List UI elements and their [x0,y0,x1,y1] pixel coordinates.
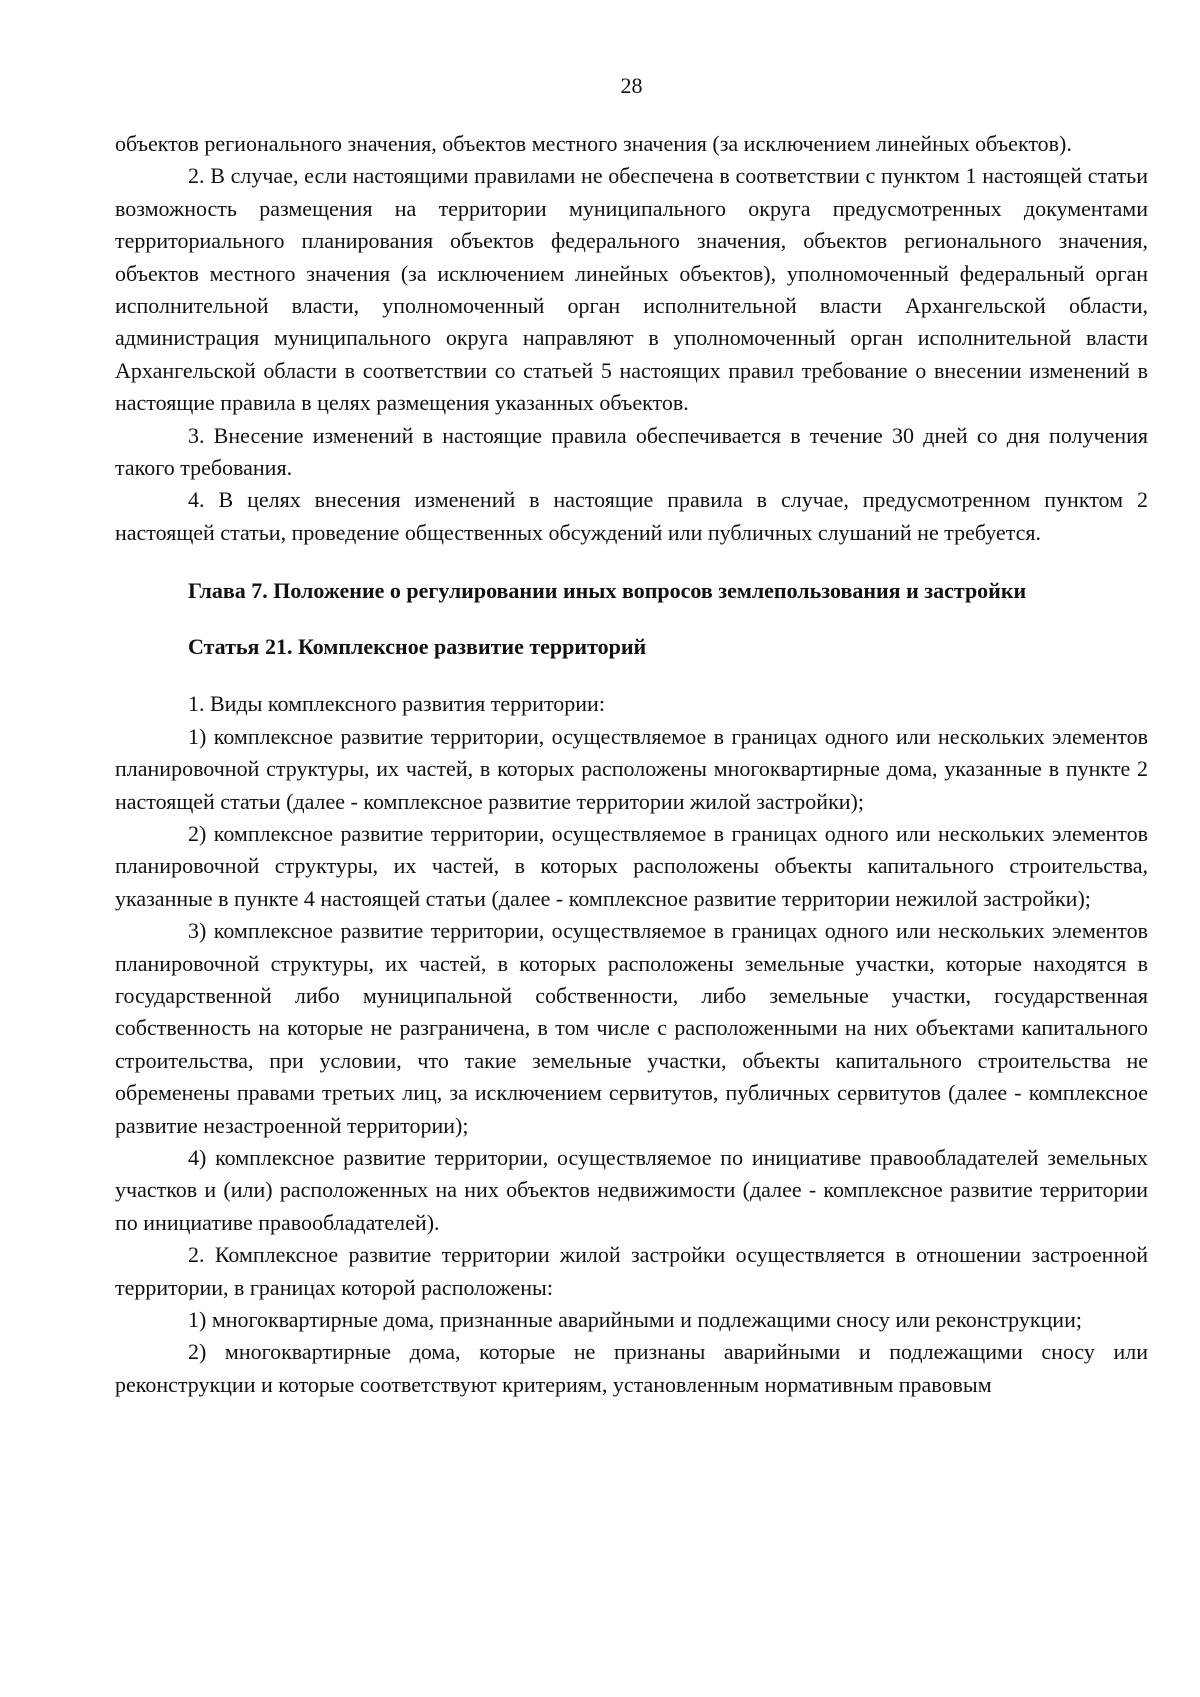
page-number: 28 [620,73,643,98]
chapter-heading: Глава 7. Положение о регулировании иных вопросов землепользования и застройки [188,578,1027,604]
sublist-item-2: 2) многоквартирные дома, которые не признаны аварийными и подлежащими сносу или реконструкции и которые соответствуют критериям, установленным нормативным правовым [115,1339,1148,1397]
document-body [115,128,1148,1401]
list-item-1: 1) комплексное развитие территории, осуществляемое в границах одного или нескольких элементов планировочной структуры, их частей, в которых расположены многоквартирные дома, указанные в пункте 2 настоящей статьи (далее - комплексное развитие территории жилой застройки); [115,723,1148,814]
paragraph-item-3: 3. Внесение изменений в настоящие правила обеспечивается в течение 30 дней со дня получения такого требования. [115,422,1148,481]
paragraph-continuation: объектов регионального значения, объектов местного значения (за исключением линейных объектов). [115,131,1072,156]
article-heading: Статья 21. Комплексное развитие территорий [188,634,647,660]
paragraph-item-2: 2. В случае, если настоящими правилами не обеспечена в соответствии с пунктом 1 настоящей статьи возможность размещения на территории муниципального округа предусмотренных документами территориального планирования объектов федерального значения, объектов регионального значения, объектов местного значения (за исключением линейных объектов), уполномоченный федеральный орган исполнительной власти, уполномоченный орган исполнительной власти Архангельской области, администрация муниципального округа направляют в уполномоченный орган исполнительной власти Архангельской области в соответствии со статьей 5 настоящих правил требование о внесении изменений в настоящие правила в целях размещения указанных объектов. [115,163,1148,416]
paragraph-item-4: 4. В целях внесения изменений в настоящие правила в случае, предусмотренном пунктом 2 настоящей статьи, проведение общественных обсуждений или публичных слушаний не требуется. [115,487,1148,545]
list-item-4: 4) комплексное развитие территории, осуществляемое по инициативе правообладателей земельных участков и (или) расположенных на них объектов недвижимости (далее - комплексное развитие территории по инициативе правообладателей). [115,1144,1148,1235]
paragraph-residential-development: 2. Комплексное развитие территории жилой застройки осуществляется в отношении застроенной территории, в границах которой расположены: [115,1242,1148,1300]
list-item-2: 2) комплексное развитие территории, осуществляемое в границах одного или нескольких элементов планировочной структуры, их частей, в которых расположены объекты капитального строительства, указанные в пункте 4 настоящей статьи (далее - комплексное развитие территории нежилой застройки); [115,820,1148,911]
list-item-3: 3) комплексное развитие территории, осуществляемое в границах одного или нескольких элементов планировочной структуры, их частей, в которых расположены земельные участки, которые находятся в государственной либо муниципальной собственности, либо земельные участки, государственная собственность на которые не разграничена, в том числе с расположенными на них объектами капитального строительства, при условии, что такие земельные участки, объекты капитального строительства не обременены правами третьих лиц, за исключением сервитутов, публичных сервитутов (далее - комплексное развитие незастроенной территории); [115,918,1148,1138]
sublist-item-1: 1) многоквартирные дома, признанные аварийными и подлежащими сносу или реконструкции; [188,1307,1082,1332]
paragraph-types-intro: 1. Виды комплексного развития территории: [188,691,605,717]
